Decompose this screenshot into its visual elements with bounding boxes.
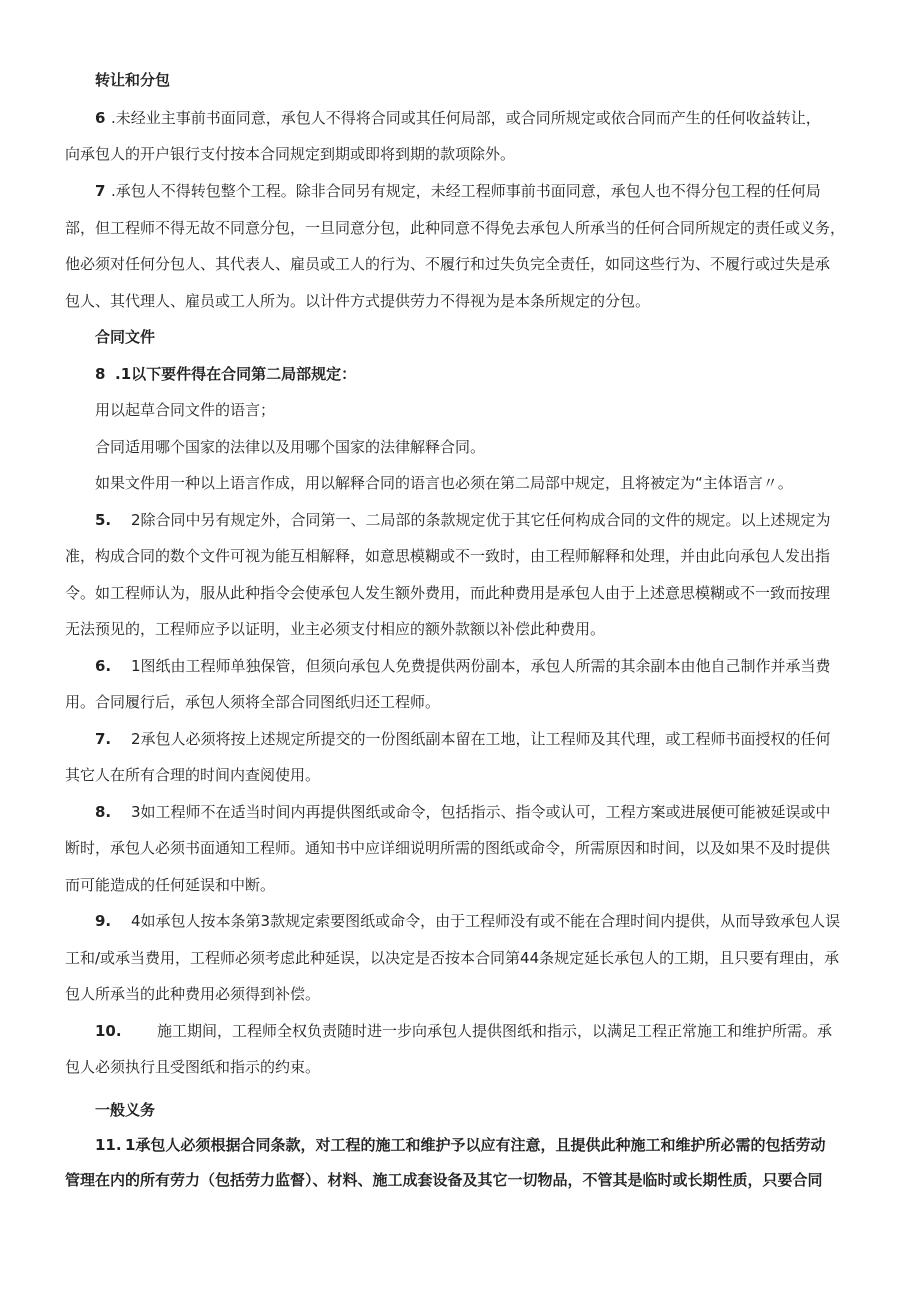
paragraph-10-line-1: 10. 施工期间，工程师全权负责随时进一步向承包人提供图纸和指示，以满足工程正常施工和维护所需。承 bbox=[95, 1022, 833, 1040]
paragraph-8-1: 8 .1以下要件得在合同第二局部规定： bbox=[95, 365, 357, 383]
paragraph-10-line-2: 包人必须执行且受图纸和指示的约束。 bbox=[65, 1058, 321, 1076]
paragraph-number: 7. bbox=[95, 730, 112, 748]
paragraph-number: 7 bbox=[95, 182, 106, 200]
paragraph-number: 6. bbox=[95, 657, 112, 675]
paragraph-6-1-line-1: 6. 1图纸由工程师单独保管，但须向承包人免费提供两份副本，承包人所需的其余副本由他自己制作并承当费 bbox=[95, 657, 831, 675]
paragraph-6-line-1: 6 .未经业主事前书面同意，承包人不得将合同或其任何局部，或合同所规定或依合同而产生的任何收益转让， bbox=[95, 109, 821, 127]
paragraph-number: 6 bbox=[95, 109, 106, 127]
paragraph-6-line-2: 向承包人的开户银行支付按本合同规定到期或即将到期的款项除外。 bbox=[65, 145, 516, 163]
paragraph-5-2-line-1: 5. 2除合同中另有规定外，合同第一、二局部的条款规定优于其它任何构成合同的文件的规定。以上述规定为 bbox=[95, 511, 831, 529]
paragraph-5-2-line-3: 令。如工程师认为，服从此种指令会使承包人发生额外费用，而此种费用是承包人由于上述意思模糊或不一致而按理 bbox=[65, 584, 831, 602]
paragraph-7-2-line-1: 7. 2承包人必须将按上述规定所提交的一份图纸副本留在工地，让工程师及其代理，或工程师书面授权的任何 bbox=[95, 730, 831, 748]
paragraph-number: 8. bbox=[95, 803, 112, 821]
paragraph-number: 8 bbox=[95, 365, 106, 383]
paragraph-9-4-line-1: 9. 4如承包人按本条第3款规定索要图纸或命令，由于工程师没有或不能在合理时间内提供，从而导致承包人误 bbox=[95, 912, 841, 930]
paragraph-number: 9. bbox=[95, 912, 112, 930]
list-item-language: 用以起草合同文件的语言； bbox=[95, 401, 276, 419]
paragraph-7-line-1: 7 .承包人不得转包整个工程。除非合同另有规定，未经工程师事前书面同意，承包人也不得分包工程的任何局 bbox=[95, 182, 821, 200]
heading-transfer-subcontract: 转让和分包 bbox=[95, 71, 171, 89]
paragraph-8-3-line-1: 8. 3如工程师不在适当时间内再提供图纸或命令，包括指示、指令或认可，工程方案或进展便可能被延误或中 bbox=[95, 803, 831, 821]
heading-contract-documents: 合同文件 bbox=[95, 328, 156, 346]
paragraph-number: 11. bbox=[95, 1136, 122, 1154]
paragraph-8-3-line-2: 断时，承包人必须书面通知工程师。通知书中应详细说明所需的图纸或命令，所需原因和时间，以及如果不及时提供 bbox=[65, 839, 831, 857]
paragraph-7-line-3: 他必须对任何分包人、其代表人、雇员或工人的行为、不履行和过失负完全责任，如同这些行为、不履行或过失是承 bbox=[65, 255, 831, 273]
paragraph-11-1-line-2: 管理在内的所有劳力（包括劳力监督）、材料、施工成套设备及其它一切物品，不管其是临时或长期性质，只要合同 bbox=[65, 1171, 823, 1189]
paragraph-9-4-line-2: 工和/或承当费用，工程师必须考虑此种延误，以决定是否按本合同第44条规定延长承包人的工期，且只要有理由，承 bbox=[65, 949, 840, 967]
paragraph-7-line-4: 包人、其代理人、雇员或工人所为。以计件方式提供劳力不得视为是本条所规定的分包。 bbox=[65, 292, 651, 310]
paragraph-8-3-line-3: 而可能造成的任何延误和中断。 bbox=[65, 876, 276, 894]
paragraph-7-2-line-2: 其它人在所有合理的时间内查阅使用。 bbox=[65, 766, 321, 784]
paragraph-5-2-line-4: 无法预见的，工程师应予以证明，业主必须支付相应的额外款额以补偿此种费用。 bbox=[65, 620, 606, 638]
paragraph-number: 10. bbox=[95, 1022, 122, 1040]
list-item-law: 合同适用哪个国家的法律以及用哪个国家的法律解释合同。 bbox=[95, 438, 486, 456]
paragraph-11-1-line-1: 11. 1承包人必须根据合同条款，对工程的施工和维护予以应有注意，且提供此种施工和维护所必需的包括劳动 bbox=[95, 1136, 826, 1154]
paragraph-main-language: 如果文件用一种以上语言作成，用以解释合同的语言也必须在第二局部中规定，且将被定为“主体语言〃。 bbox=[95, 474, 793, 492]
paragraph-7-line-2: 部，但工程师不得无故不同意分包，一旦同意分包，此种同意不得免去承包人所承当的任何合同所规定的责任或义务， bbox=[65, 219, 846, 237]
paragraph-number: 5. bbox=[95, 511, 112, 529]
heading-general-obligations: 一般义务 bbox=[95, 1101, 156, 1119]
paragraph-6-1-line-2: 用。合同履行后，承包人须将全部合同图纸归还工程师。 bbox=[65, 693, 441, 711]
paragraph-9-4-line-3: 包人所承当的此种费用必须得到补偿。 bbox=[65, 985, 321, 1003]
paragraph-5-2-line-2: 准，构成合同的数个文件可视为能互相解释，如意思模糊或不一致时，由工程师解释和处理，并由此向承包人发出指 bbox=[65, 547, 831, 565]
